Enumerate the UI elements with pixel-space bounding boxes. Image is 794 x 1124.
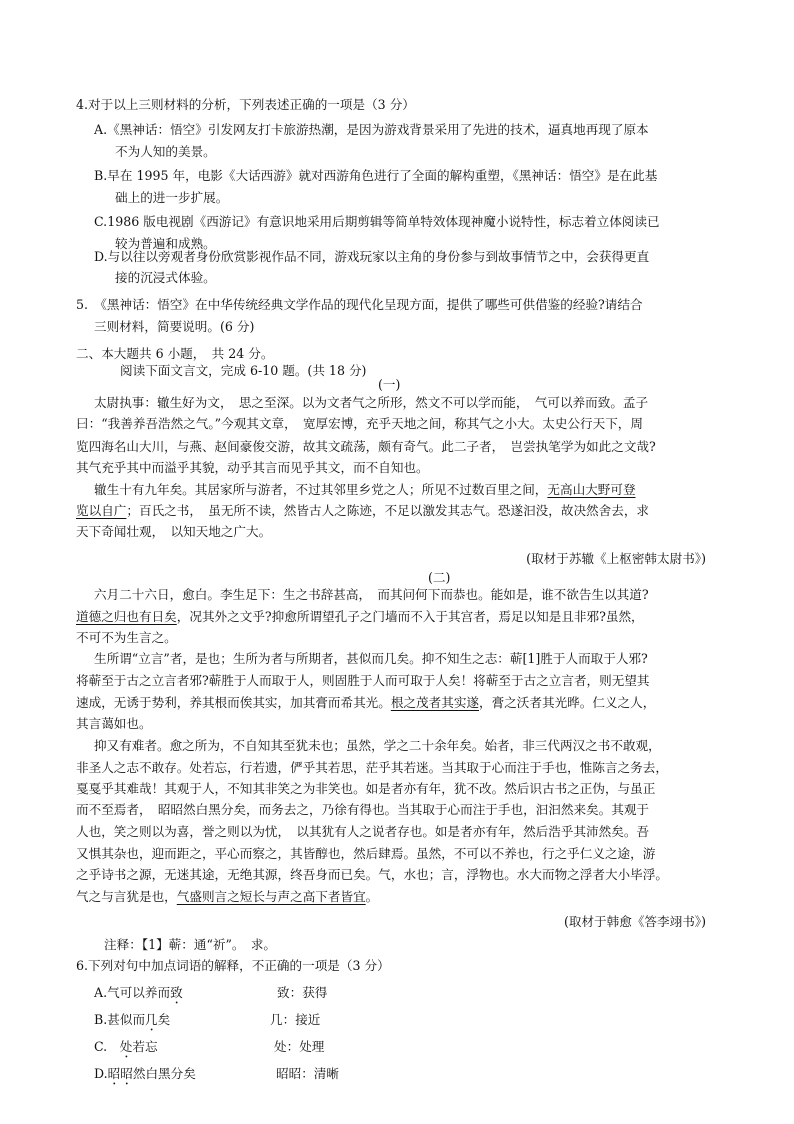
text2-source: (取材于韩愈《答李翊书》) bbox=[563, 914, 706, 929]
text2-p3-line8: 气之与言犹是也，气盛则言之短长与声之高下者皆宜。 bbox=[76, 889, 379, 904]
q6-option-b-gloss: 几：接近 bbox=[270, 1012, 321, 1027]
q6-option-c-gloss: 处：处理 bbox=[274, 1039, 325, 1054]
text2-p3-line2: 非圣人之志不敢存。处若忘，行若遗，俨乎其若思，茫乎其若迷。当其取于心而注于手也，惟陈言之务去， bbox=[76, 760, 668, 775]
text2-p3-line5: 人也，笑之则以为喜，誉之则以为忧， 以其犹有人之说者存也。如是者亦有年，然后浩乎其沛然矣。吾 bbox=[76, 824, 650, 839]
q6-option-c: C. 处若忘 处：处理 bbox=[94, 1036, 158, 1061]
dotted-word: 处 bbox=[119, 1039, 133, 1054]
text2-p3-line4: 而不至焉者， 昭昭然白黑分矣，而务去之，乃徐有得也。当其取于心而注于手也，汩汩然来矣。其观于 bbox=[76, 802, 650, 817]
q6-option-d: D.昭昭然白黑分矣 昭昭：清晰 bbox=[94, 1063, 196, 1088]
dotted-word: 致 bbox=[170, 985, 183, 1000]
text2-p2-line3: 速成，无诱于势利，养其根而俟其实，加其膏而希其光。根之茂者其实遂，膏之沃者其光晔。仁义之人， bbox=[76, 695, 656, 710]
text2-p1-line2: 道德之归也有日矣，况其外之文乎?抑愈所谓望孔子之门墙而不入于其宫者，焉足以知是且非邪?虽然， bbox=[76, 609, 644, 624]
text1-source: (取材于苏辙《上枢密韩太尉书》) bbox=[526, 551, 706, 566]
text2-p2-line1: 生所谓“立言”者，是也；生所为者与所期者，甚似而几矣。抑不知生之志：蕲[1]胜于人而取于人邪? bbox=[94, 651, 648, 666]
q6-option-d-gloss: 昭昭：清晰 bbox=[276, 1066, 339, 1081]
text2-p3-line1: 抑又有难者。愈之所为，不自知其至犹未也；虽然，学之二十余年矣。始者，非三代两汉之书不敢观， bbox=[94, 738, 661, 753]
text2-p3-line3: 戛戛乎其难哉！其观于人，不知其非笑之为非笑也。如是者亦有年，犹不改。然后识古书之正伪，与虽正 bbox=[76, 781, 656, 796]
q5-line2: 三则材料，简要说明。(6 分) bbox=[94, 319, 255, 334]
text1-p1-line3: 览四海名山大川，与燕、赵间豪俊交游，故其文疏荡，颇有奇气。此二子者， 岂尝执笔学为如此之文哉? bbox=[76, 439, 656, 454]
text2-p3-line6: 又惧其杂也，迎而距之，平心而察之，其皆醇也，然后肆焉。虽然，不可以不养也，行之乎仁义之途，游 bbox=[76, 846, 656, 861]
q6-stem: 6.下列对句中加点词语的解释，不正确的一项是（3 分） bbox=[76, 958, 390, 973]
q4-option-a-line1: A.《黑神话：悟空》引发网友打卡旅游热潮，是因为游戏背景采用了先进的技术，逼真地再现了原本 bbox=[94, 122, 649, 137]
q4-option-b-line2: 础上的进一步扩展。 bbox=[115, 190, 229, 205]
q4-option-c-line2: 较为普遍和成熟。 bbox=[115, 236, 216, 251]
text1-p2-line2: 览以自广；百氏之书， 虽无所不读，然皆古人之陈迹，不足以激发其志气。恐遂汩没，故决然舍去，求 bbox=[76, 503, 650, 518]
dotted-word: 几 bbox=[145, 1012, 158, 1027]
q6-option-b: B.甚似而几矣 几：接近 bbox=[94, 1009, 170, 1034]
q5-line1: 5. 《黑神话：悟空》在中华传统经典文学作品的现代化呈现方面，提供了哪些可供借鉴的经验?请结合 bbox=[76, 297, 643, 312]
q4-option-b-line1: B.早在 1995 年，电影《大话西游》就对西游角色进行了全面的解构重塑，《黑神话：悟空》是在此基 bbox=[94, 168, 658, 183]
underlined-sentence-2: 道德之归也有日矣 bbox=[76, 609, 177, 624]
text2-p1-line3: 不可不为生言之。 bbox=[76, 630, 177, 645]
text1-p2-line3: 天下奇闻壮观， 以知天地之广大。 bbox=[76, 524, 272, 539]
q6-option-a: A.气可以养而致 致：获得 bbox=[94, 982, 183, 1007]
text2-p2-line4: 其言蔼如也。 bbox=[76, 716, 152, 731]
text2-p1-line1: 六月二十六日，愈白。李生足下：生之书辞甚高， 而其问何下而恭也。能如是，谁不欲告生以其道? bbox=[94, 587, 649, 602]
underlined-sentence-1b: 览以自广 bbox=[76, 503, 127, 518]
text2-footnote: 注释：【1】蕲：通“祈”。 求。 bbox=[104, 937, 277, 952]
q4-option-c-line1: C.1986 版电视剧《西游记》有意识地采用后期剪辑等简单特效体现神魔小说特性，标志着立体阅读已 bbox=[94, 214, 660, 229]
dotted-word: 昭昭 bbox=[107, 1066, 133, 1081]
q4-option-a-line2: 不为人知的美景。 bbox=[115, 144, 216, 159]
text1-p1-line2: 曰：“我善养吾浩然之气。”今观其文章， 宽厚宏博，充乎天地之间，称其气之小大。太史公行天下，周 bbox=[76, 416, 643, 431]
section2-title: 二、本大题共 6 小题， 共 24 分。 bbox=[76, 346, 274, 361]
q4-stem: 4.对于以上三则材料的分析，下列表述正确的一项是（3 分） bbox=[76, 97, 415, 112]
text2-heading: (二) bbox=[428, 570, 451, 585]
text1-p1-line4: 其气充乎其中而溢乎其貌，动乎其言而见乎其文，而不自知也。 bbox=[76, 460, 429, 475]
text1-heading: (一) bbox=[378, 377, 401, 392]
text2-p3-line7: 之乎诗书之源，无迷其途，无绝其源，终吾身而已矣。气，水也；言，浮物也。水大而物之浮者大小毕浮。 bbox=[76, 867, 668, 882]
section2-intro: 阅读下面文言文，完成 6-10 题。(共 18 分) bbox=[120, 363, 367, 378]
q4-option-d-line2: 接的沉浸式体验。 bbox=[115, 270, 216, 285]
text1-p1-line1: 太尉执事：辙生好为文， 思之至深。以为文者气之所形，然文不可以学而能， 气可以养而致。孟子 bbox=[94, 395, 649, 410]
text2-p2-line2: 将蕲至于古之立言者邪?蕲胜于人而取于人，则固胜于人而可取于人矣！将蕲至于古之立言者，则无望其 bbox=[76, 673, 650, 688]
underlined-sentence-3: 根之茂者其实遂 bbox=[390, 695, 479, 710]
underlined-sentence-1a: 无高山大野可登 bbox=[547, 482, 636, 497]
underlined-sentence-4: 气盛则言之短长与声之高下者皆宜 bbox=[176, 889, 366, 904]
q6-option-a-gloss: 致：获得 bbox=[277, 985, 328, 1000]
q4-option-d-line1: D.与以往以旁观者身份欣赏影视作品不同，游戏玩家以主角的身份参与到故事情节之中，会获得更直 bbox=[94, 249, 650, 264]
text1-p2-line1: 辙生十有九年矣。其居家所与游者，不过其邻里乡党之人；所见不过数百里之间，无高山大野可登 bbox=[94, 482, 636, 497]
